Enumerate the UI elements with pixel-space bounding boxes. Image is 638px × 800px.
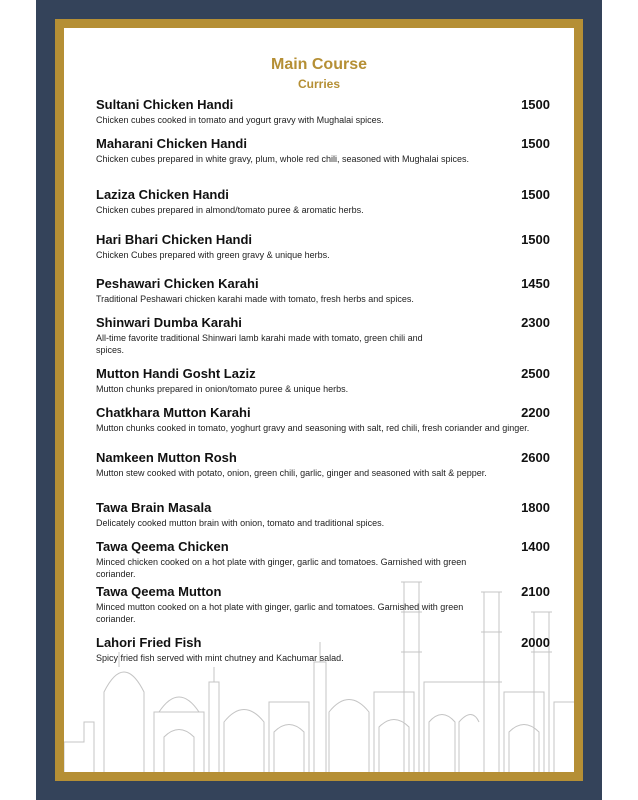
- item-price: 1400: [521, 539, 550, 554]
- menu-item: [96, 539, 550, 580]
- item-description: Mutton chunks cooked in tomato, yoghurt gravy and seasoning with salt, red chili, fresh coriander and ginger.: [96, 423, 530, 433]
- menu-item: [96, 635, 550, 665]
- item-name: Tawa Qeema Chicken: [96, 539, 229, 554]
- item-description: Chicken cubes prepared in almond/tomato puree & aromatic herbs.: [96, 205, 364, 215]
- item-description: Mutton chunks prepared in onion/tomato puree & unique herbs.: [96, 384, 349, 394]
- item-price: 1500: [521, 136, 550, 151]
- item-price: 1800: [521, 500, 550, 515]
- item-price: 2100: [521, 584, 550, 599]
- menu-title: Main Course: [270, 56, 367, 73]
- menu-item: [96, 450, 550, 480]
- menu-item: [96, 136, 550, 166]
- menu-item: [96, 232, 550, 262]
- menu-page: [64, 28, 574, 772]
- item-description: Delicately cooked mutton brain with onion, tomato and traditional spices.: [96, 518, 385, 528]
- item-price: 2200: [521, 405, 550, 420]
- item-name: Sultani Chicken Handi: [96, 97, 234, 112]
- item-name: Namkeen Mutton Rosh: [96, 450, 237, 465]
- item-price: 2300: [521, 315, 550, 330]
- menu-item: [96, 187, 550, 217]
- item-price: 1450: [521, 276, 550, 291]
- item-name: Laziza Chicken Handi: [96, 187, 229, 202]
- menu-item: [96, 276, 550, 306]
- item-price: 2600: [521, 450, 550, 465]
- item-name: Chatkhara Mutton Karahi: [96, 405, 251, 420]
- item-name: Hari Bhari Chicken Handi: [96, 232, 253, 247]
- item-name: Tawa Qeema Mutton: [96, 584, 222, 599]
- item-name: Peshawari Chicken Karahi: [96, 276, 259, 291]
- menu-item: [96, 366, 550, 396]
- item-name: Maharani Chicken Handi: [96, 136, 247, 151]
- item-description: Minced mutton cooked on a hot plate with ginger, garlic and tomatoes. Garnished with green coriander.: [96, 602, 464, 624]
- item-price: 2500: [521, 366, 550, 381]
- item-description: Chicken Cubes prepared with green gravy & unique herbs.: [96, 250, 330, 260]
- menu-item: [96, 584, 550, 625]
- menu-subtitle: Curries: [297, 77, 341, 91]
- item-price: 1500: [521, 97, 550, 112]
- menu-item: [96, 405, 550, 435]
- menu-item: [96, 315, 550, 356]
- item-name: Tawa Brain Masala: [96, 500, 212, 515]
- item-name: Shinwari Dumba Karahi: [96, 315, 242, 330]
- item-name: Lahori Fried Fish: [96, 635, 202, 650]
- item-description: Mutton stew cooked with potato, onion, green chili, garlic, ginger and seasoned with salt & pepper.: [96, 468, 487, 478]
- item-description: All-time favorite traditional Shinwari lamb karahi made with tomato, green chili and spices.: [96, 333, 423, 355]
- item-description: Chicken cubes prepared in white gravy, plum, whole red chili, seasoned with Mughalai spices.: [96, 154, 470, 164]
- item-description: Traditional Peshawari chicken karahi made with tomato, fresh herbs and spices.: [96, 294, 414, 304]
- item-description: Chicken cubes cooked in tomato and yogurt gravy with Mughalai spices.: [96, 115, 384, 125]
- item-price: 2000: [521, 635, 550, 650]
- menu-item: [96, 500, 550, 530]
- menu-item: [96, 97, 550, 127]
- item-description: Minced chicken cooked on a hot plate with ginger, garlic and tomatoes. Garnished with green coriander.: [96, 557, 467, 579]
- item-name: Mutton Handi Gosht Laziz: [96, 366, 256, 381]
- item-price: 1500: [521, 232, 550, 247]
- item-description: Spicy fried fish served with mint chutney and Kachumar salad.: [96, 653, 344, 663]
- item-price: 1500: [521, 187, 550, 202]
